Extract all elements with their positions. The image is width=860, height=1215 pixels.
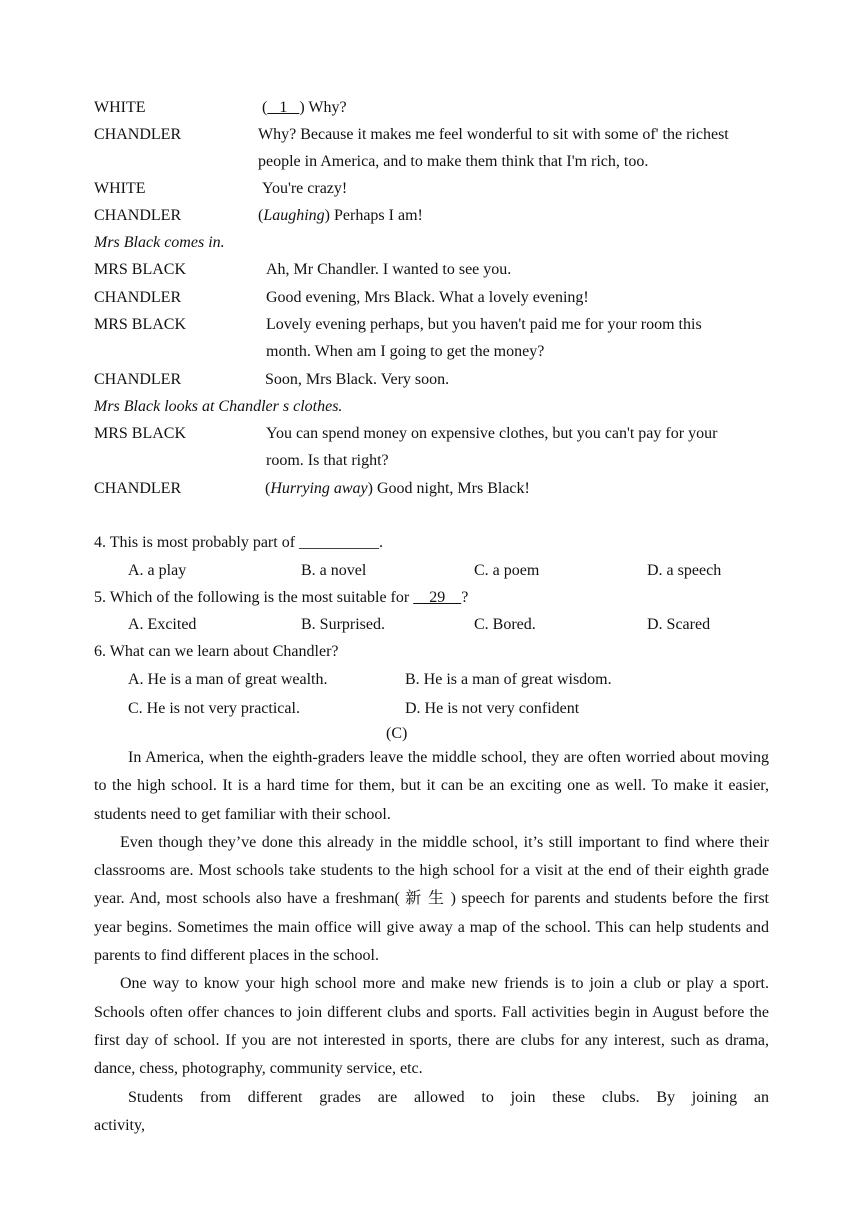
section-heading: (C) bbox=[386, 725, 408, 742]
passage-paragraph-1: In America, when the eighth-graders leave the middle school, they are often worried about moving to the high school. It is a hard time for them, but it can be an exciting one as well. To make it easier, students need to get familiar with their school. bbox=[94, 749, 769, 823]
question-4 bbox=[94, 533, 383, 553]
dialogue-line bbox=[265, 479, 530, 499]
passage-paragraph-2: Even though they’ve done this already in the middle school, it’s still important to find where their classrooms are. Most schools take students to the high school for a visit at the end of their eighth grade year. And, most schools also have a freshman( 新 生 ) speech for parents and students before the first year begins. Sometimes the main office will give away a map of the school. This can help students and parents to find different places in the school. bbox=[94, 833, 769, 965]
option-c: C. Bored. bbox=[474, 616, 536, 633]
option-c: C. He is not very practical. bbox=[128, 700, 300, 717]
option-d: D. Scared bbox=[647, 616, 711, 633]
dialogue-text: You're crazy! bbox=[262, 180, 348, 197]
dialogue-text: Lovely evening perhaps, but you haven't paid me for your room this bbox=[266, 316, 702, 333]
stage-direction-inline: Hurrying away bbox=[270, 480, 368, 497]
speaker-chandler: CHANDLER bbox=[94, 480, 182, 497]
dialogue-text: people in America, and to make them think that I'm rich, too. bbox=[258, 153, 649, 170]
option-d: D. He is not very confident bbox=[405, 700, 580, 717]
dialogue-text: ) Perhaps I am! bbox=[324, 207, 423, 224]
question-6: 6. What can we learn about Chandler? bbox=[94, 643, 339, 660]
dialogue-text: room. Is that right? bbox=[266, 452, 389, 469]
dialogue-text: ) Why? bbox=[299, 99, 347, 116]
option-b: B. He is a man of great wisdom. bbox=[405, 671, 612, 688]
blank-1: 1 bbox=[267, 99, 300, 116]
speaker-chandler: CHANDLER bbox=[94, 207, 182, 224]
dialogue-text: ) Good night, Mrs Black! bbox=[367, 480, 530, 497]
dialogue-text: Why? Because it makes me feel wonderful to sit with some of' the richest bbox=[258, 126, 729, 143]
dialogue-text: Soon, Mrs Black. Very soon. bbox=[265, 371, 450, 388]
dialogue-text: You can spend money on expensive clothes, but you can't pay for your bbox=[266, 425, 718, 442]
speaker-white: WHITE bbox=[94, 180, 146, 197]
stage-direction: Mrs Black looks at Chandler s clothes. bbox=[94, 398, 343, 415]
passage bbox=[94, 744, 769, 1140]
dialogue-text: month. When am I going to get the money? bbox=[266, 343, 545, 360]
option-a: A. He is a man of great wealth. bbox=[128, 671, 328, 688]
option-c: C. a poem bbox=[474, 562, 540, 579]
paren: ( bbox=[262, 99, 268, 116]
dialogue-text: Good evening, Mrs Black. What a lovely evening! bbox=[266, 289, 589, 306]
dialogue-text: Ah, Mr Chandler. I wanted to see you. bbox=[266, 261, 512, 278]
question-stem: 5. Which of the following is the most suitable for bbox=[94, 589, 414, 606]
dialogue-line bbox=[258, 206, 423, 226]
answer-blank: 29 bbox=[413, 589, 462, 606]
question-stem: 4. This is most probably part of bbox=[94, 534, 300, 551]
question-5 bbox=[94, 588, 468, 608]
passage-paragraph-3: One way to know your high school more and make new friends is to join a club or play a sport. Schools often offer chances to join different clubs and sports. Fall activities begin in August before the first day of school. If you are not interested in sports, there are clubs for any interest, such as drama, dance, chess, photography, community service, etc. bbox=[94, 975, 769, 1078]
speaker-mrs-black: MRS BLACK bbox=[94, 261, 187, 278]
speaker-chandler: CHANDLER bbox=[94, 126, 182, 143]
paren: ( bbox=[265, 480, 271, 497]
option-a: A. a play bbox=[128, 562, 187, 579]
passage-paragraph-4: Students from different grades are allowed to join these clubs. By joining an activity, bbox=[94, 1088, 769, 1134]
stage-direction: Mrs Black comes in. bbox=[94, 234, 225, 251]
speaker-chandler: CHANDLER bbox=[94, 289, 182, 306]
option-d: D. a speech bbox=[647, 562, 722, 579]
option-b: B. a novel bbox=[301, 562, 367, 579]
answer-blank: __________ bbox=[299, 534, 380, 551]
speaker-white: WHITE bbox=[94, 99, 146, 116]
speaker-chandler: CHANDLER bbox=[94, 371, 182, 388]
question-end: ? bbox=[461, 589, 469, 606]
option-b: B. Surprised. bbox=[301, 616, 385, 633]
option-a: A. Excited bbox=[128, 616, 197, 633]
speaker-mrs-black: MRS BLACK bbox=[94, 316, 187, 333]
paren: ( bbox=[258, 207, 264, 224]
question-end: . bbox=[379, 534, 384, 551]
speaker-mrs-black: MRS BLACK bbox=[94, 425, 187, 442]
stage-direction-inline: Laughing bbox=[263, 207, 325, 224]
dialogue-line bbox=[262, 98, 347, 118]
